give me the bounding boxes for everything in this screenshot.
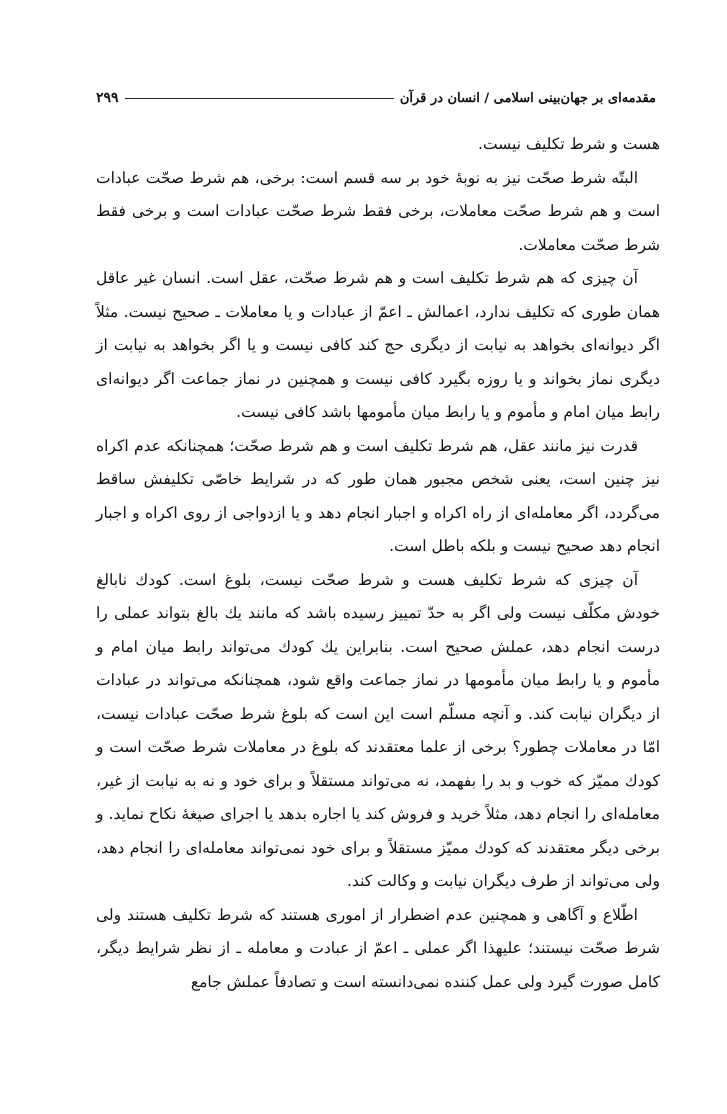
header-rule [125,98,394,99]
body-text [96,128,660,999]
paragraph-4: قدرت نیز مانند عقل، هم شرط تکلیف است و هم شرط صحّت؛ همچنانکه عدم اکراه نیز چنین است، یعنی شخص مجبور همان طور که در شرایط خاصّی تکلیفش ساقط می‌گردد، اگر معامله‌ای از راه اکراه و اجبار انجام دهد و یا ازدواجی از روی اکراه و اجبار انجام دهد صحیح نیست و بلکه باطل است. [96,436,660,555]
paragraph-3: آن چیزی که هم شرط تکلیف است و هم شرط صحّت، عقل است. انسان غیر عاقل همان طوری که تکلیف ندارد، اعمالش ـ اعمّ از عبادات و یا معاملات ـ صحیح نیست. مثلاً اگر دیوانه‌ای بخواهد به نیابت از دیگری حج کند کافی نیست و یا اگر بخواهد به نیابت از دیگری نماز بخواند و یا روزه بگیرد کافی نیست و همچنین در نماز جماعت اگر دیوانه‌ای رابط میان امام و مأموم و یا رابط میان مأمومها باشد کافی نیست. [96,269,660,421]
running-header [96,86,656,110]
paragraph-6: اطّلاع و آگاهی و همچنین عدم اضطرار از اموری هستند که شرط تکلیف هستند ولی شرط صحّت نیستند؛ علیهذا اگر عملی ـ اعمّ از عبادت و معامله ـ از نظر شرایط دیگر، کامل صورت گیرد ولی عمل کننده نمی‌دانسته است و تصادفاً عملش جامع [96,905,660,991]
paragraph-5: آن چیزی که شرط تکلیف هست و شرط صحّت نیست، بلوغ است. کودك نابالغ خودش مکلّف نیست ولی اگر به حدّ تمییز رسیده باشد که مانند یك بالغ بتواند عملی را درست انجام دهد، عملش صحیح است. بنابراین یك کودك می‌تواند رابط میان امام و مأموم و یا رابط میان مأمومها در نماز جماعت واقع شود، همچنانکه می‌تواند در عبادات از دیگران نیابت کند. و آنچه مسلّم است این است که بلوغ شرط صحّت عبادات نیست، امّا در معاملات چطور؟ برخی از علما معتقدند که بلوغ در معاملات شرط صحّت است و کودك ممیّز که خوب و بد را بفهمد، نه می‌تواند مستقلاً و برای خود و نه به نیابت از غیر، معامله‌ای را انجام دهد، مثلاً خرید و فروش کند یا اجاره بدهد یا اجرای صیغهٔ نکاح نماید. و برخی دیگر معتقدند که کودك ممیّز مستقلاً و برای خود نمی‌تواند معامله‌ای را انجام دهد، ولی می‌تواند از طرف دیگران نیابت و وکالت کند. [96,570,660,890]
paragraph-2: البتّه شرط صحّت نیز به نوبهٔ خود بر سه قسم است: برخی، هم شرط صحّت عبادات است و هم شرط صحّت معاملات، برخی فقط شرط صحّت عبادات است و برخی فقط شرط صحّت معاملات. [96,168,660,254]
paragraph-1: هست و شرط تکلیف نیست. [478,135,660,153]
page-number: ۲۹۹ [96,90,119,106]
running-header-title: مقدمه‌ای بر جهان‌بینی اسلامی / انسان در قرآن [399,90,656,106]
